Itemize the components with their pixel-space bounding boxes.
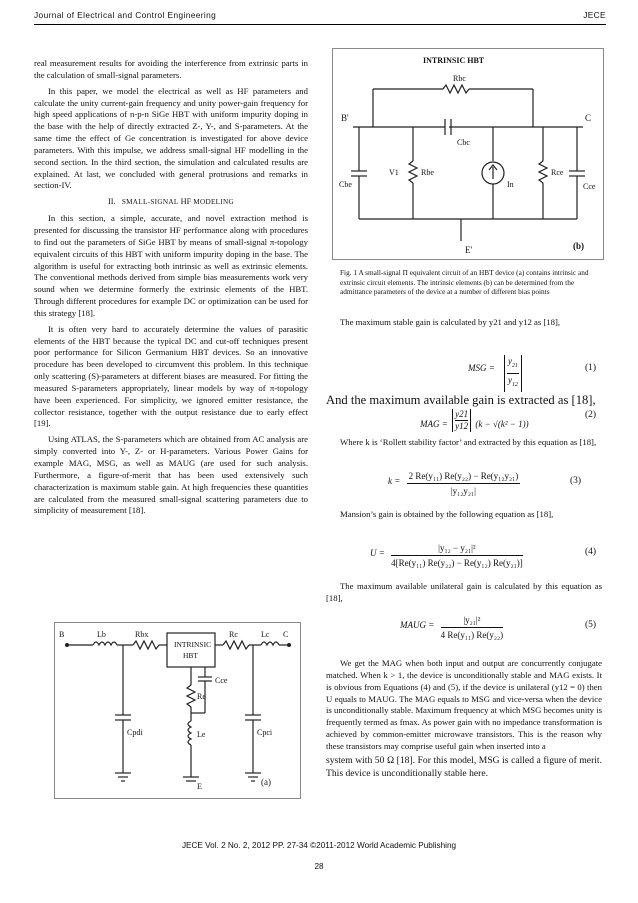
equation-3-number: (3) [570, 476, 582, 486]
label-cpdi: Cpdi [127, 728, 143, 737]
page-number: 28 [314, 862, 324, 871]
section-heading: II. SMALL-SIGNAL HF MODELING [107, 197, 235, 207]
label-rbe: Rbe [421, 168, 434, 177]
figure-b [332, 48, 604, 260]
closing-paragraph: We get the MAG when both input and output are concurrently conjugate matched. When k > 1, the device is unconditionally stable and MAG exists. It is obvious from Equations (4) and (5), if the device is unilateral (y12 = 0) then U equals to MAUG. The MAG equals to MSG and vice-versa when the device is unconditionally stable. Maximum frequency at which MSG becomes unity is frequently termed as fmax. As power gain with no impedance transformation is achieved by common-emitter microwave transistors. This is the reason why these transistors may comprise useful gain when inserted into a system with 50 Ω [18]. For this model, MSG is called a figure of merit. This device is unconditionally stable here. [326, 658, 602, 779]
figure-tag-b: (b) [573, 241, 584, 251]
label-rc: Rc [229, 630, 238, 639]
label-re: Re [197, 692, 206, 701]
equation-5-number: (5) [585, 620, 597, 630]
label-cce: Cce [215, 676, 228, 685]
label-cbc: Cbc [457, 138, 470, 147]
node-label-c: C [283, 630, 289, 639]
left-column [34, 58, 308, 521]
label-v1: V1 [389, 168, 399, 177]
label-cce: Cce [583, 182, 596, 191]
equation-3: k = $\frac{\text{2 Re(y₁₁) Re(y₂₂) − Re(y₁₂y₂₁)}}{\text{|y₁₂y₂₁|}}$ [388, 471, 519, 496]
equation-1-number: (1) [585, 363, 597, 373]
paragraph: real measurement results for avoiding the interference from extrinsic parts in the calculation of small-signal parameters. [34, 58, 308, 80]
circuit-diagram-a [55, 623, 300, 798]
journal-name: Journal of Electrical and Control Engineering [34, 10, 217, 20]
msg-intro: The maximum stable gain is calculated by y21 and y12 as [18], [340, 317, 561, 327]
k-intro: Where k is ‘Rollett stability factor’ and extracted by this equation as [18], [340, 437, 597, 447]
maug-intro: The maximum available unilateral gain is calculated by this equation as [18], [326, 581, 602, 603]
label-rce: Rce [551, 168, 564, 177]
paragraph: It is often very hard to accurately determine the values of parasitic elements of the HBT because the typical DC and cut-off techniques present poor performance for Silicon Germanium HBT devices. So an innovative procedure has been developed to circumvent this problem. In this technique only scattering (S)-parameters at different biases are measured. For fitting the measured S-parameters appropriately, linear models by way of π-topology have been experienced. For simplicity, we ignored emitter resistance, the collector resistance, together with the output resistance due to early effect [19]. [34, 323, 308, 429]
node-label-b-prime: B' [341, 113, 349, 123]
label-lc: Lc [261, 630, 270, 639]
figure-b-title: INTRINSIC HBT [423, 56, 485, 65]
node-label-e-prime: E' [465, 245, 473, 255]
equation-2: MAG = $\frac{y21}{y12}$ (k − √(k² − 1)) [420, 409, 529, 431]
label-in: In [507, 180, 514, 189]
paragraph: In this paper, we model the electrical as well as HF parameters and calculate the unity current-gain frequency and unity power-gain frequency for high speed applications of n-p-n SiGe HBT with uniform impurity doping in the base with the help of directly extracted Z-, Y-, and S-parameters. At the same time the effect of Ge concentration is investigated for above device parameters. With this impulse, we address small-signal HF modelling in the second section. In the third section, the simulation and calculated results are explained. At last, we concluded with general protrusions and remarks in section-IV. [34, 85, 308, 191]
box-title-1: INTRINSIC [174, 640, 212, 649]
label-lb: Lb [97, 630, 106, 639]
box-title-2: HBT [183, 651, 198, 660]
circuit-diagram-b [333, 49, 603, 259]
journal-abbrev: JECE [583, 10, 606, 20]
footer-citation: JECE Vol. 2 No. 2, 2012 PP. 27-34 ©2011-2012 World Academic Publishing [181, 841, 457, 850]
label-cbe: Cbe [339, 180, 352, 189]
equation-2-number: (2) [585, 410, 597, 420]
equation-4-number: (4) [585, 547, 597, 557]
header-rule [34, 24, 606, 25]
figure-tag-a: (a) [261, 777, 271, 787]
u-intro: Mansion’s gain is obtained by the following equation as [18], [340, 509, 554, 519]
equation-4: U = $\frac{\text{|y₁₂ − y₂₁|²}}{\text{4[Re(y₁₁) Re(y₂₂) − Re(y₁₂) Re(y₂₁)]}}$ [370, 543, 523, 568]
label-cpci: Cpci [257, 728, 273, 737]
paragraph: Using ATLAS, the S-parameters which are obtained from AC analysis are simply converted into Y-, Z- or H-parameters. Various Power Gains for example MAG, MSG, as well as MAUG (are used for such analysis. Furthermore, a figure-of-merit that has been used extensively such characterization is maximum stable gain. At high frequencies these quantities are calculated from the measured small-signal scattering parameters due to simplicity of measurement [18]. [34, 434, 308, 516]
figure-caption: Fig. 1 A small-signal Π equivalent circuit of an HBT device (a) contains intrinsic and extrinsic circuit elements. The intrinsic elements (b) can be determined from the admittance parameters of the device at a number of different bias points [340, 268, 589, 296]
node-label-e: E [197, 782, 202, 791]
mag-intro: And the maximum available gain is extracted as [18], [326, 393, 596, 407]
node-label-c: C [585, 113, 592, 123]
paragraph: In this section, a simple, accurate, and novel extraction method is presented for discussing the transistor HF performance along with procedures to find out the parameters of SiGe HBT by means of small-signal π-topology equivalent circuits of this HBT with uniform impurity doping in the base. The algorithm is useful for extracting both intrinsic as well as extrinsic elements. The conventional methods derived from simple bias measurements work very sound when we determine formerly the extrinsic elements of the HBT. Through different procedures for example DC or optimization can be used for this strategy [18]. [34, 213, 308, 318]
label-le: Le [197, 730, 206, 739]
equation-5: MAUG = $\frac{\text{|y₂₁|²}}{\text{4 Re(y₁₁) Re(y₂₂)}}$ [400, 615, 504, 640]
label-rbx: Rbx [135, 630, 149, 639]
figure-a [54, 622, 301, 799]
label-rbc: Rbc [453, 74, 466, 83]
node-label-b: B [59, 630, 65, 639]
